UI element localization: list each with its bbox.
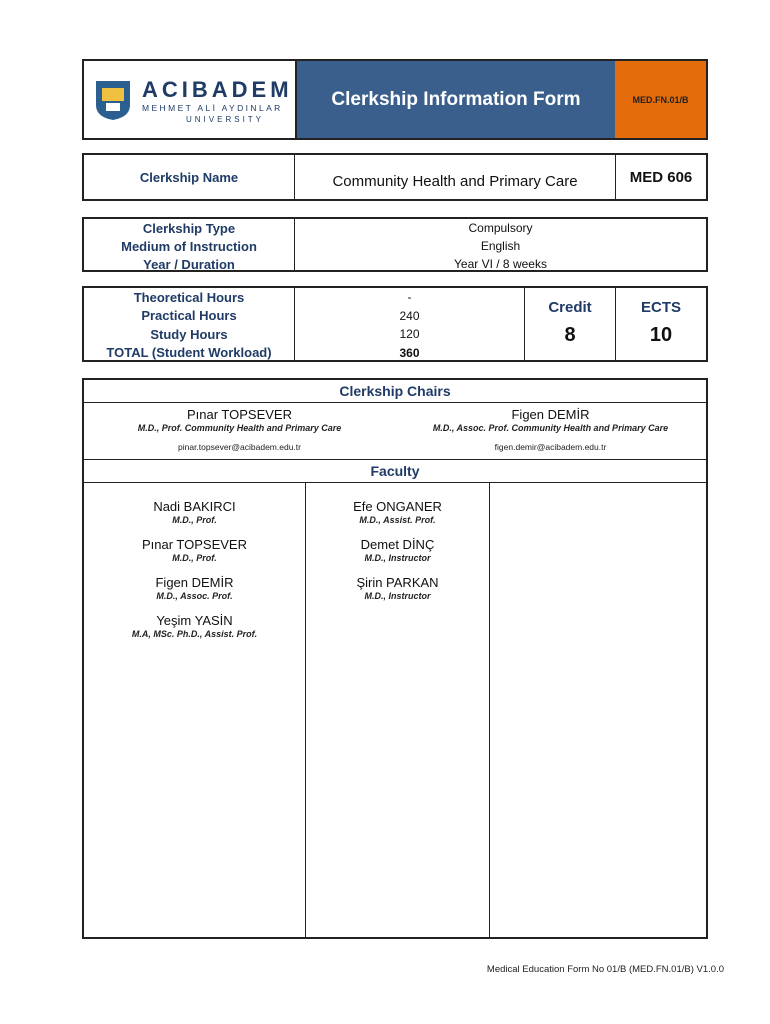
faculty-member: [306, 499, 489, 526]
medium-value: English: [480, 239, 521, 253]
faculty-member: [306, 537, 489, 564]
faculty-title-text: M.D., Instructor: [364, 553, 431, 563]
header-block: [82, 59, 708, 140]
form-title-banner: [295, 61, 615, 138]
logo-subline-1: MEHMET ALİ AYDINLAR: [142, 103, 283, 113]
study-hours-value: 120: [399, 327, 420, 342]
faculty-title-text: M.D., Assoc. Prof.: [156, 591, 233, 601]
faculty-title-text: M.D., Instructor: [364, 591, 431, 601]
faculty-name: Efe ONGANER: [353, 499, 442, 514]
practical-hours-label: Practical Hours: [141, 308, 237, 324]
chair-title: M.D., Prof. Community Health and Primary Care: [137, 423, 342, 433]
faculty-name: Demet DİNÇ: [360, 537, 435, 552]
chair-email[interactable]: pinar.topsever@acibadem.edu.tr: [178, 442, 301, 452]
chair-name: Pınar TOPSEVER: [186, 406, 292, 422]
study-hours-label: Study Hours: [150, 326, 228, 342]
staff-block: [82, 378, 708, 939]
credit-cell: [525, 288, 615, 360]
faculty-title: Faculty: [370, 463, 420, 479]
year-duration-value: Year VI / 8 weeks: [454, 257, 547, 271]
chair-card: [395, 406, 706, 453]
ects-cell: [616, 288, 706, 360]
total-workload-value: 360: [399, 345, 420, 360]
clerkship-type-value: Compulsory: [468, 221, 533, 235]
total-workload-label: TOTAL (Student Workload): [106, 345, 272, 361]
year-duration-label: Year / Duration: [143, 256, 235, 272]
faculty-name: Pınar TOPSEVER: [141, 537, 247, 552]
footer-form-number: Medical Education Form No 01/B (MED.FN.01/B) V1.0.0: [486, 964, 724, 975]
chair-email[interactable]: figen.demir@acibadem.edu.tr: [494, 442, 607, 452]
faculty-title-text: M.D., Prof.: [172, 553, 217, 563]
faculty-name: Figen DEMİR: [155, 575, 234, 590]
chair-name: Figen DEMİR: [511, 406, 590, 422]
credit-value: 8: [564, 323, 576, 346]
faculty-member: [84, 575, 305, 602]
theoretical-hours-value: -: [407, 290, 412, 305]
faculty-member: [306, 575, 489, 602]
chair-title: M.D., Assoc. Prof. Community Health and Primary Care: [432, 423, 669, 433]
faculty-name: Yeşim YASİN: [156, 613, 233, 628]
chair-card: [84, 406, 395, 453]
clerkship-name-value: Community Health and Primary Care: [332, 172, 578, 190]
clerkship-name-label: Clerkship Name: [139, 169, 239, 185]
clerkship-name-block: [82, 153, 708, 201]
hours-block: [82, 286, 708, 362]
medium-label: Medium of Instruction: [121, 238, 257, 254]
faculty-name: Şirin PARKAN: [356, 575, 439, 590]
ects-label: ECTS: [640, 298, 681, 316]
logo-subline-2: UNIVERSITY: [186, 115, 265, 124]
practical-hours-value: 240: [399, 308, 420, 323]
clerkship-type-block: [82, 217, 708, 272]
faculty-name: Nadi BAKIRCI: [153, 499, 236, 514]
page-title: Clerkship Information Form: [331, 88, 581, 110]
faculty-title-text: M.D., Assist. Prof.: [359, 515, 436, 525]
faculty-member: [84, 537, 305, 564]
faculty-title-text: M.D., Prof.: [172, 515, 217, 525]
crest-icon: [94, 79, 132, 121]
faculty-member: [84, 613, 305, 640]
clerkship-chairs-title: Clerkship Chairs: [339, 383, 451, 399]
theoretical-hours-label: Theoretical Hours: [133, 289, 245, 305]
university-logo: [94, 77, 293, 125]
form-code: MED.FN.01/B: [632, 94, 689, 105]
form-code-banner: [615, 61, 706, 138]
faculty-title-text: M.A, MSc. Ph.D., Assist. Prof.: [131, 629, 258, 639]
clerkship-type-label: Clerkship Type: [142, 220, 236, 236]
credit-label: Credit: [548, 298, 592, 316]
faculty-member: [84, 499, 305, 526]
logo-wordmark: ACIBADEM: [142, 77, 293, 102]
ects-value: 10: [649, 323, 673, 346]
clerkship-code: MED 606: [629, 168, 693, 186]
